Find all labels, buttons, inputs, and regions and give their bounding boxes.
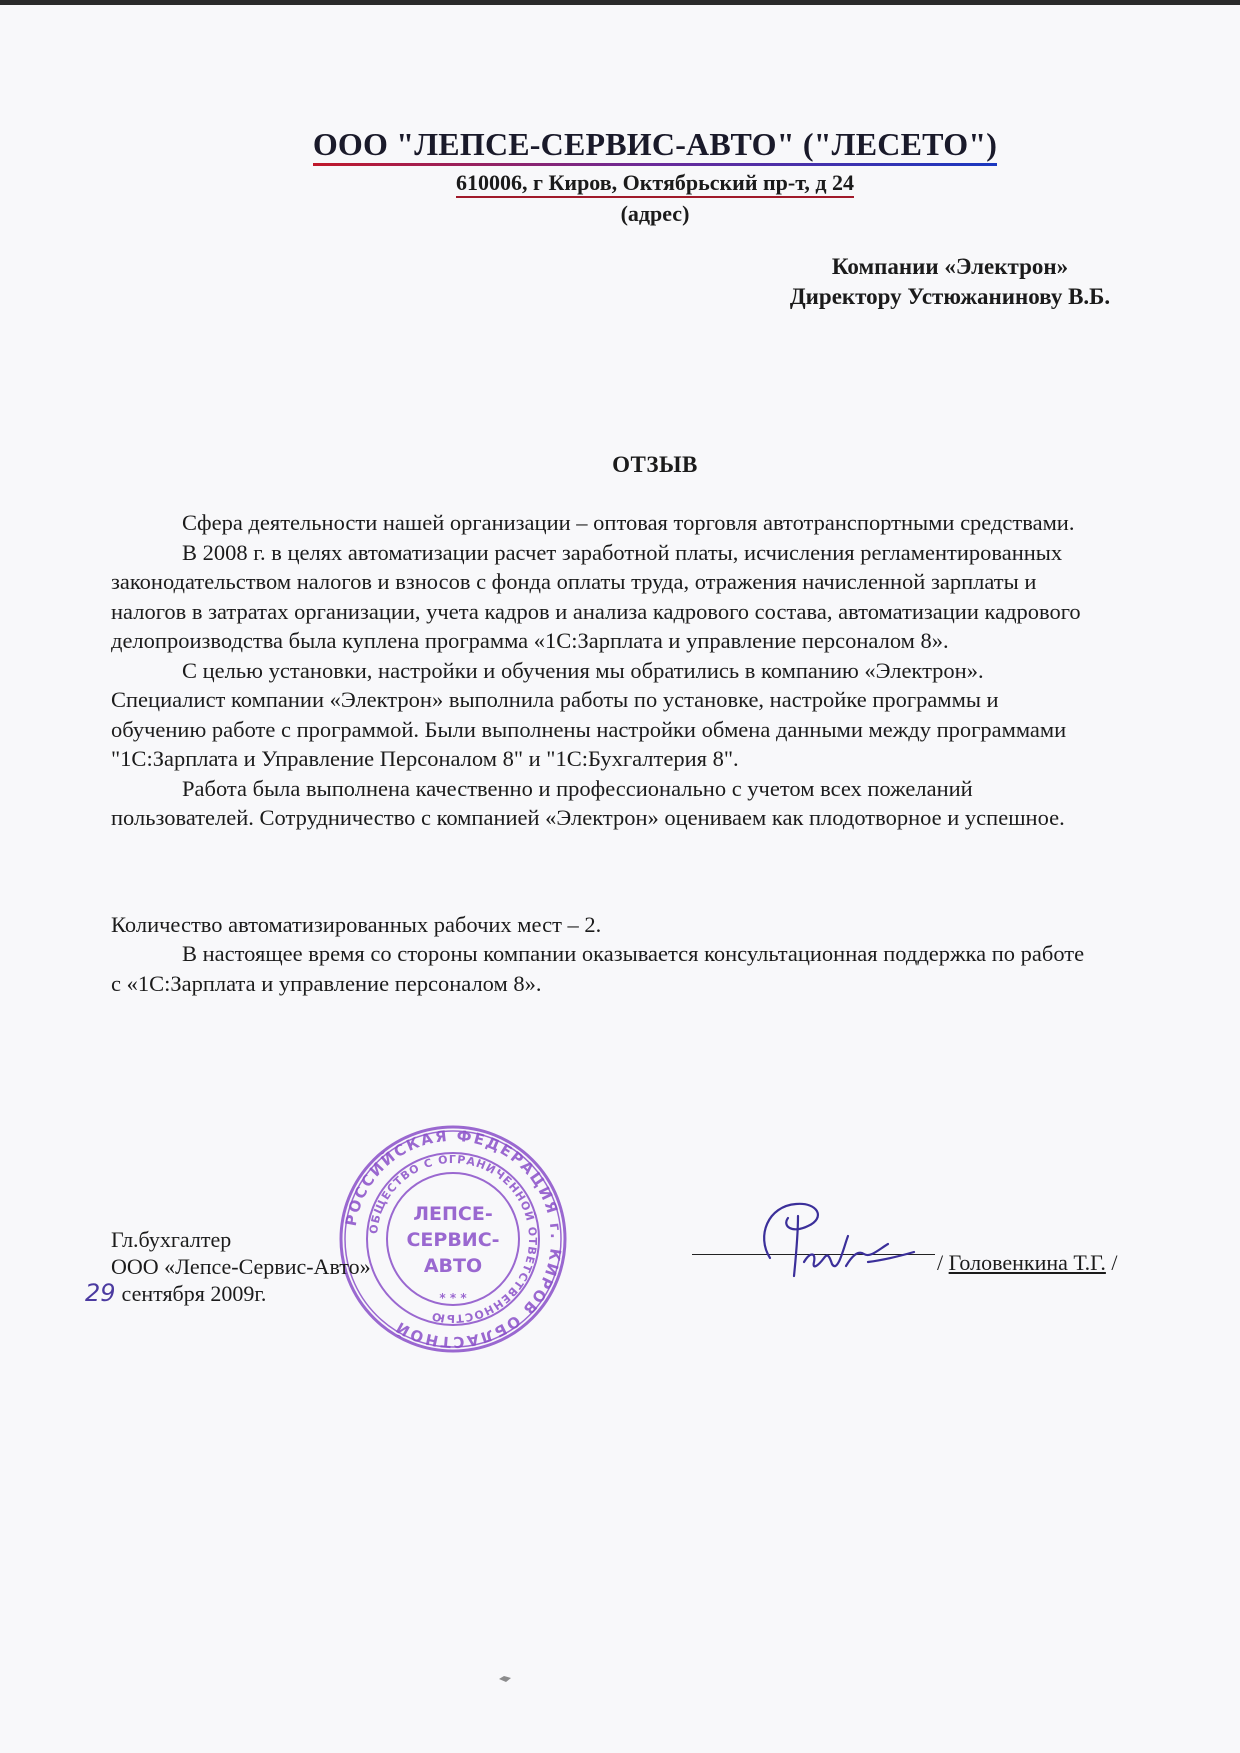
document-title: ОТЗЫВ	[612, 452, 698, 477]
paragraph-line: пользователей. Сотрудничество с компанией «Электрон» оцениваем как плодотворное и успешное.	[111, 805, 1065, 830]
company-stamp	[338, 1124, 568, 1354]
paragraph-line: С целью установки, настройки и обучения мы обратились в компанию «Электрон».	[182, 657, 984, 683]
signer-name: Головенкина Т.Г.	[948, 1250, 1106, 1275]
paragraph-3	[111, 656, 1196, 774]
paragraph-line: обучению работе с программой. Были выполнены настройки обмена данными между программами	[111, 716, 1067, 742]
letterhead	[0, 126, 1240, 229]
org-name: ООО "ЛЕПСЕ-СЕРВИС-АВТО" ("ЛЕСЕТО")	[313, 126, 997, 166]
paragraph-line: "1С:Зарплата и Управление Персоналом 8" и "1С:Бухгалтерия 8".	[111, 746, 739, 771]
paragraph-line: с «1С:Зарплата и управление персоналом 8».	[111, 970, 542, 996]
svg-text:ОБЩЕСТВО С ОГРАНИЧЕННОЙ ОТВЕТС: ОБЩЕСТВО С ОГРАНИЧЕННОЙ ОТВЕТСТВЕННОСТЬЮ	[367, 1152, 540, 1326]
svg-text:СЕРВИС-: СЕРВИС-	[406, 1229, 500, 1251]
signer-name-block	[937, 1250, 1118, 1276]
paragraph-1	[111, 508, 1196, 538]
signature-block	[85, 1226, 371, 1307]
handwritten-day: 29	[85, 1279, 116, 1307]
handwritten-signature	[748, 1196, 918, 1296]
paragraph-4	[111, 774, 1196, 833]
svg-text:* * *: * * *	[439, 1291, 467, 1305]
svg-text:АВТО: АВТО	[423, 1255, 483, 1277]
scan-edge	[0, 0, 1240, 5]
recipient-company: Компании «Электрон»	[831, 254, 1069, 279]
paragraph-line: законодательством налогов и взносов с фонда оплаты труда, отражения начисленной зарплаты и	[111, 569, 1037, 594]
signer-company: ООО «Лепсе-Сервис-Авто»	[111, 1254, 371, 1279]
paragraph-line: В 2008 г. в целях автоматизации расчет заработной платы, исчисления регламентированных	[182, 539, 1063, 565]
letter-body	[111, 508, 1196, 833]
signer-prefix: /	[937, 1250, 949, 1275]
svg-text:РОССИЙСКАЯ ФЕДЕРАЦИЯ г. КИРОВ: РОССИЙСКАЯ ФЕДЕРАЦИЯ г. КИРОВ ОБЛАСТНОЙ	[341, 1126, 566, 1352]
paragraph-line: Сфера деятельности нашей организации – оптовая торговля автотранспортными средствами.	[182, 510, 1075, 535]
address-note: (адрес)	[620, 201, 690, 227]
signer-position: Гл.бухгалтер	[111, 1227, 232, 1252]
paragraph-line: Специалист компании «Электрон» выполнила работы по установке, настройке программы и	[111, 687, 999, 712]
recipient-block	[730, 252, 1170, 312]
workplaces-count: Количество автоматизированных рабочих мест – 2.	[111, 912, 602, 937]
paragraph-line: В настоящее время со стороны компании оказывается консультационная поддержка по работе	[182, 941, 1085, 966]
scan-speck	[498, 1675, 512, 1683]
org-address: 610006, г Киров, Октябрьский пр-т, д 24	[456, 170, 854, 198]
recipient-director: Директору Устюжанинову В.Б.	[789, 283, 1111, 309]
paragraph-line: Работа была выполнена качественно и профессионально с учетом всех пожеланий	[182, 775, 973, 801]
svg-text:ЛЕПСЕ-: ЛЕПСЕ-	[413, 1203, 493, 1225]
paragraph-line: делопроизводства была куплена программа «1С:Зарплата и управление персоналом 8».	[111, 628, 949, 653]
support-paragraph	[111, 939, 1221, 998]
paragraph-line: налогов в затратах организации, учета кадров и анализа кадрового состава, автоматизации кадрового	[111, 598, 1081, 624]
signature-date	[85, 1279, 371, 1307]
date-text: сентября 2009г.	[121, 1281, 267, 1306]
signer-suffix: /	[1105, 1250, 1118, 1275]
paragraph-2	[111, 538, 1196, 656]
